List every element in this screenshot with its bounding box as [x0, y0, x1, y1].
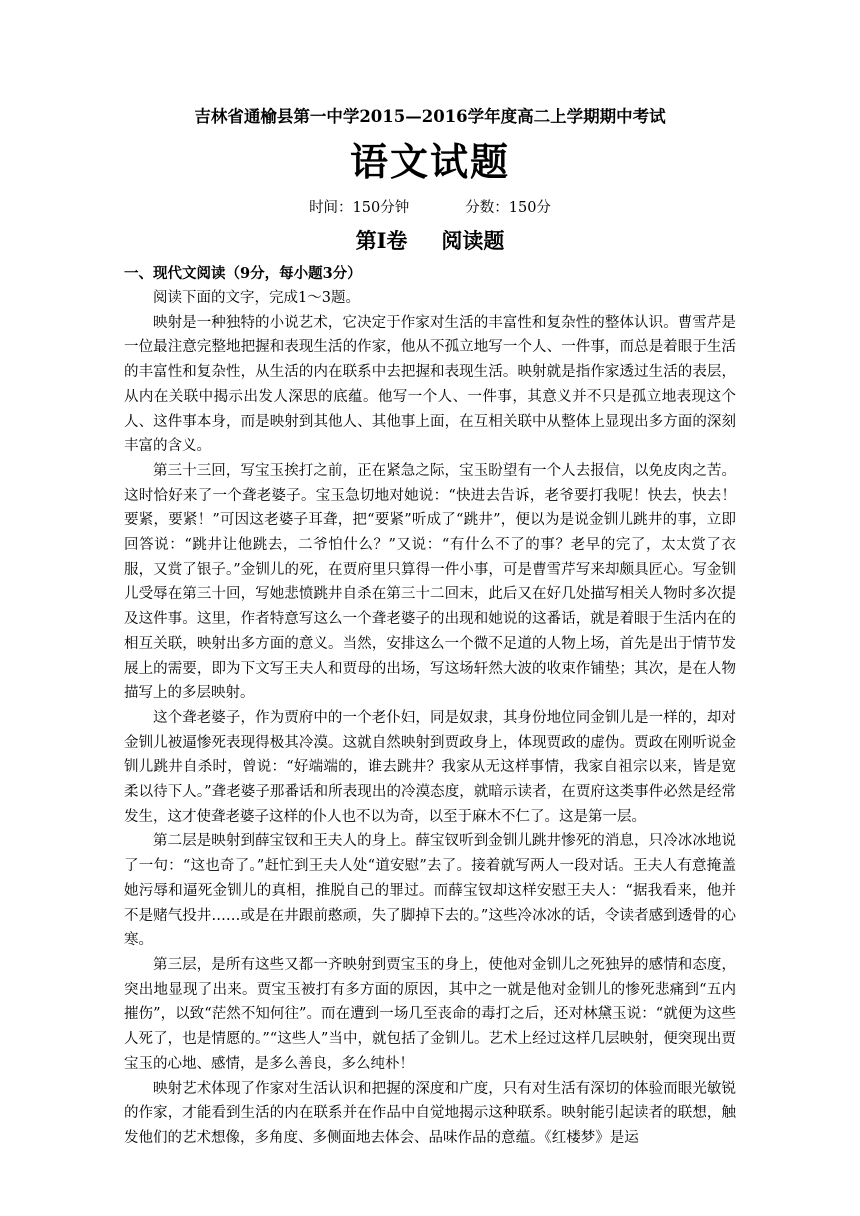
exam-time: 时间：150分钟 [309, 200, 410, 216]
instruction: 阅读下面的文字，完成1～3题。 [153, 290, 360, 306]
school-exam-title: 吉林省通榆县第一中学2015—2016学年度高二上学期期中考试 [194, 107, 666, 126]
exam-score: 分数：150分 [465, 200, 551, 216]
paragraph: 第三层，是所有这些又都一齐映射到贾宝玉的身上，使他对金钏儿之死独异的感情和态度，突出地显现了出来。贾宝玉被打有多方面的原因，其中之一就是他对金钏儿的惨死悲痛到“五内摧伤”，以致“茫然不知何往”。而在遭到一场几至丧命的毒打之后，还对林黛玉说：“就便为这些人死了，也是情愿的。”“这些人”当中，就包括了金钏儿。艺术上经过这样几层映射，便突现出贾宝玉的心地、感情，是多么善良，多么纯朴！ [124, 956, 736, 1072]
part-title [0, 226, 860, 256]
section-title: 一、现代文阅读（9分，每小题3分） [124, 265, 362, 282]
paragraph: 第二层是映射到薛宝钗和王夫人的身上。薛宝钗听到金钏儿跳井惨死的消息，只冷冰冰地说了一句：“这也奇了。”赶忙到王夫人处“道安慰”去了。接着就写两人一段对话。王夫人有意掩盖她污辱和逼死金钏儿的真相，推脱自己的罪过。而薛宝钗却这样安慰王夫人：“据我看来，他并不是赌气投井……或是在井跟前憨顽，失了脚掉下去的。”这些冷冰冰的话，令读者感到透骨的心寒。 [124, 833, 736, 949]
exam-meta [0, 198, 860, 218]
paragraph: 这个聋老婆子，作为贾府中的一个老仆妇，同是奴隶，其身份地位同金钏儿是一样的，却对金钏儿被逼惨死表现得极其冷漠。这就自然映射到贾政身上，体现贾政的虚伪。贾政在刚听说金钏儿跳井自杀时，曾说：“好端端的，谁去跳井？我家从无这样事情，我家自祖宗以来，皆是宽柔以待下人。”聋老婆子那番话和所表现出的冷漠态度，就暗示读者，在贾府这类事件必然是经常发生，这才使聋老婆子这样的仆人也不以为奇，以至于麻木不仁了。这是第一层。 [124, 709, 736, 825]
subject-title: 语文试题 [349, 139, 510, 184]
paragraph: 映射是一种独特的小说艺术，它决定于作家对生活的丰富性和复杂性的整体认识。曹雪芹是一位最注意完整地把握和表现生活的作家，他从不孤立地写一个人、一件事，而总是着眼于生活的丰富性和复杂性，从生活的内在联系中去把握和表现生活。映射就是指作家透过生活的表层，从内在关联中揭示出发人深思的底蕴。他写一个人、一件事，其意义并不只是孤立地表现这个人、这件事本身，而是映射到其他人、其他事上面，在互相关联中从整体上显现出多方面的深刻丰富的含义。 [124, 314, 736, 455]
reading-passage [124, 286, 736, 1151]
part-number: 第Ⅰ卷 [355, 228, 408, 253]
paragraph: 第三十三回，写宝玉挨打之前，正在紧急之际，宝玉盼望有一个人去报信，以免皮肉之苦。这时恰好来了一个聋老婆子。宝玉急切地对她说：“快进去告诉，老爷要打我呢！快去，快去！要紧，要紧！”可因这老婆子耳聋，把“要紧”听成了“跳井”，便以为是说金钏儿跳井的事，立即回答说：“跳井让他跳去，二爷怕什么？”又说：“有什么不了的事？老早的完了，太太赏了衣服，又赏了银子。”金钏儿的死，在贾府里只算得一件小事，可是曹雪芹写来却颇具匠心。写金钏儿受辱在第三十回，写她悲愤跳井自杀在第三十二回末，此后又在好几处描写相关人物时多次提及这件事。这里，作者特意写这么一个聋老婆子的出现和她说的这番话，就是着眼于生活内在的相互关联，映射出多方面的意义。当然，安排这么一个微不足道的人物上场，首先是出于情节发展上的需要，即为下文写王夫人和贾母的出场，写这场轩然大波的收束作铺垫；其次，是在人物描写上的多层映射。 [124, 462, 736, 702]
paragraph: 映射艺术体现了作家对生活认识和把握的深度和广度，只有对生活有深切的体验而眼光敏锐的作家，才能看到生活的内在联系并在作品中自觉地揭示这种联系。映射能引起读者的联想，触发他们的艺术想像，多角度、多侧面地去体会、品味作品的意蕴。《红楼梦》是运 [124, 1080, 736, 1146]
part-name: 阅读题 [441, 228, 505, 253]
